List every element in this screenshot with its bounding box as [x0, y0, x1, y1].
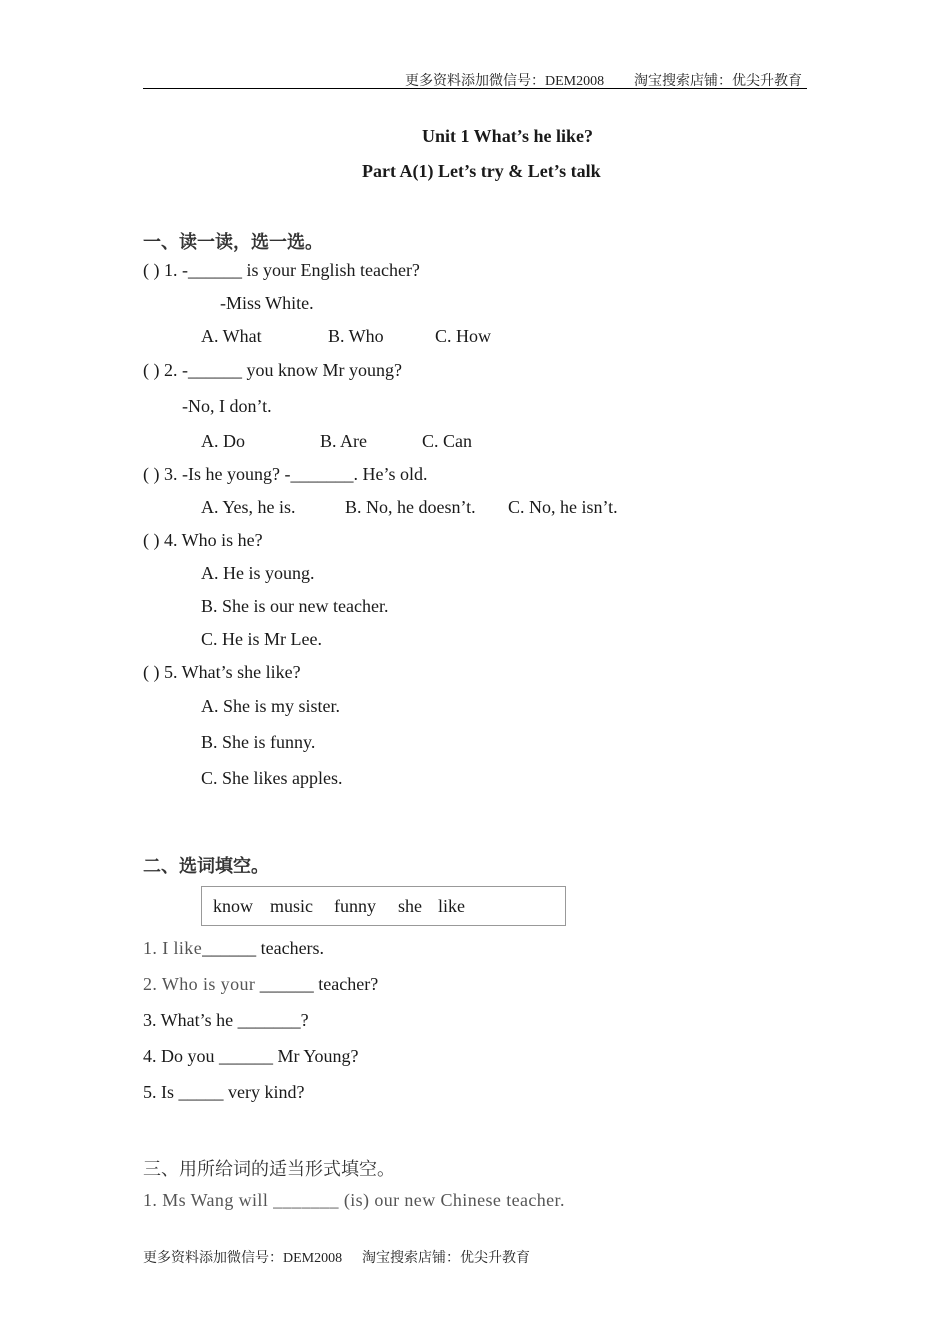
q2-answer: -No, I don’t.	[182, 396, 272, 416]
word-bank-item: funny	[334, 896, 376, 916]
header-rule	[143, 88, 807, 89]
q3-option-c: C. No, he isn’t.	[508, 497, 618, 517]
word-bank-item: know	[213, 896, 253, 916]
part-title: Part A(1) Let’s try & Let’s talk	[362, 161, 601, 181]
fill-item-1	[143, 938, 324, 959]
section1-heading: 一、读一读，选一选。	[143, 232, 323, 253]
header-wechat: 更多资料添加微信号：DEM2008	[405, 74, 605, 89]
fill-item-1-post: ______ teachers.	[202, 938, 325, 958]
word-bank-box	[201, 886, 566, 926]
q4-option-c: C. He is Mr Lee.	[201, 629, 322, 649]
footer-wechat: 更多资料添加微信号：DEM2008	[143, 1251, 343, 1266]
word-bank-item: she	[398, 896, 422, 916]
q3-option-b: B. No, he doesn’t.	[345, 497, 476, 517]
section2-heading: 二、选词填空。	[143, 856, 269, 877]
q4-option-a: A. He is young.	[201, 563, 315, 583]
q2-option-c: C. Can	[422, 431, 473, 451]
word-bank-item: like	[438, 896, 465, 916]
unit-title: Unit 1 What’s he like?	[422, 126, 594, 146]
q1-line: ( ) 1. -______ is your English teacher?	[143, 260, 420, 280]
fill-item-4: 4. Do you ______ Mr Young?	[143, 1046, 359, 1066]
q3-line: ( ) 3. -Is he young? -_______. He’s old.	[143, 464, 428, 484]
fill-item-2-pre: 2. Who is your	[143, 974, 256, 994]
fill-item-2-post: ______ teacher?	[255, 974, 379, 994]
q1-option-c: C. How	[435, 326, 492, 346]
q2-option-a: A. Do	[201, 431, 245, 451]
q5-option-b: B. She is funny.	[201, 732, 316, 752]
form-item-1: 1. Ms Wang will _______ (is) our new Chinese teacher.	[143, 1190, 565, 1210]
q2-line: ( ) 2. -______ you know Mr young?	[143, 360, 402, 380]
word-bank-item: music	[270, 896, 313, 916]
q1-answer: -Miss White.	[220, 293, 314, 313]
footer-taobao: 淘宝搜索店铺：优尖升教育	[362, 1251, 530, 1266]
q5-option-c: C. She likes apples.	[201, 768, 343, 788]
q3-option-a: A. Yes, he is.	[201, 497, 296, 517]
q4-line: ( ) 4. Who is he?	[143, 530, 263, 550]
fill-item-1-pre: 1. I like	[143, 938, 203, 958]
section3-heading: 三、用所给词的适当形式填空。	[143, 1159, 395, 1180]
q1-option-a: A. What	[201, 326, 262, 346]
q5-option-a: A. She is my sister.	[201, 696, 341, 716]
fill-item-3: 3. What’s he _______?	[143, 1010, 309, 1030]
fill-item-2	[143, 974, 378, 995]
q5-line: ( ) 5. What’s she like?	[143, 662, 301, 682]
q2-option-b: B. Are	[320, 431, 367, 451]
fill-item-5: 5. Is _____ very kind?	[143, 1082, 305, 1102]
q4-option-b: B. She is our new teacher.	[201, 596, 389, 616]
q1-option-b: B. Who	[328, 326, 384, 346]
header-taobao: 淘宝搜索店铺：优尖升教育	[634, 74, 802, 89]
